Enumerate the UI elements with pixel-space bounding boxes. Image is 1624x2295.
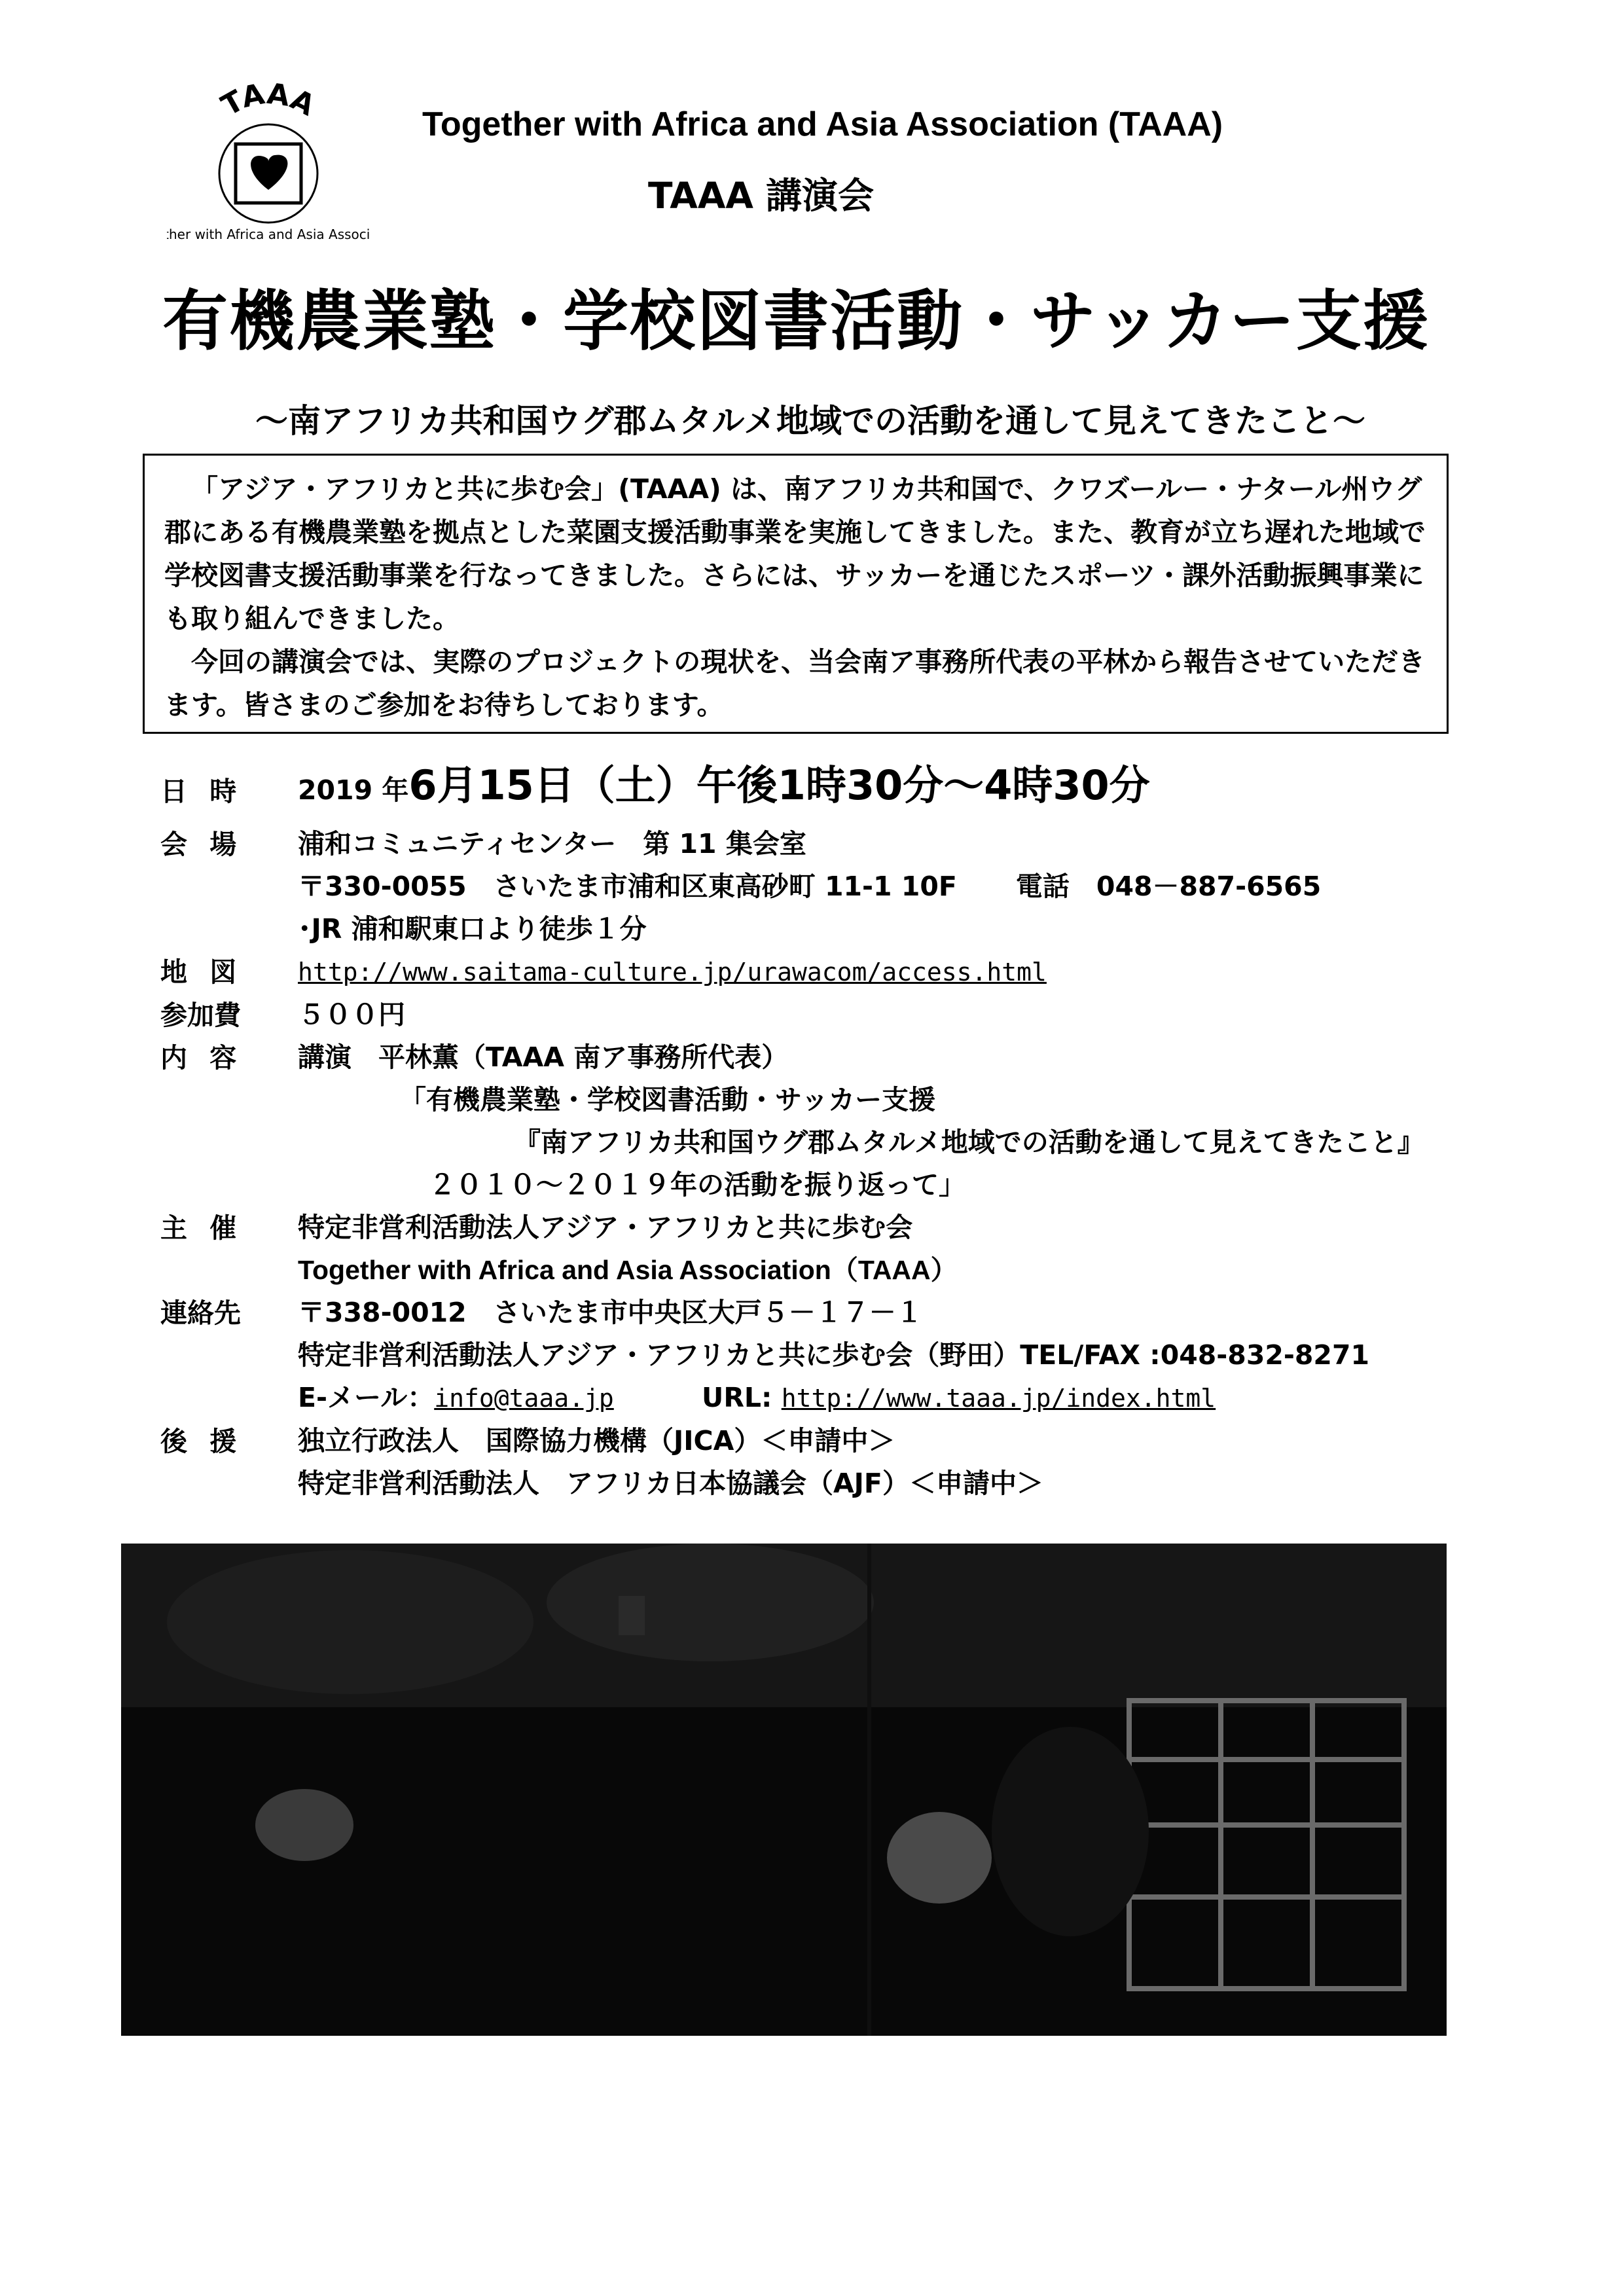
map-row <box>160 950 1470 994</box>
content-speaker: 講演 平林薫（TAAA 南ア事務所代表） <box>298 1041 789 1073</box>
organizer-label: 主 催 <box>160 1212 244 1244</box>
support-line-1: 独立行政法人 国際協力機構（JICA）＜申請中＞ <box>298 1425 895 1456</box>
svg-text:TAAA <box>216 77 320 123</box>
contact-row <box>160 1292 1470 1420</box>
organizer-row <box>160 1206 1470 1292</box>
datetime-year: 2019 年 <box>298 774 409 806</box>
content-line-1: 「有機農業塾・学校図書活動・サッカー支援 <box>399 1084 936 1115</box>
venue-access: ･JR 浦和駅東口より徒歩１分 <box>298 913 647 945</box>
datetime-label: 日 時 <box>160 776 244 807</box>
support-label: 後 援 <box>160 1426 244 1457</box>
content-label: 内 容 <box>160 1042 244 1074</box>
venue-row <box>160 823 1470 950</box>
url-label: URL: <box>702 1382 772 1413</box>
support-row <box>160 1420 1470 1505</box>
contact-label: 連絡先 <box>160 1297 241 1329</box>
org-name-english: Together with Africa and Asia Association (TAAA) <box>422 105 1223 143</box>
logo-ring-title: TAAA <box>215 77 321 123</box>
intro-paragraph-1: 「アジア・アフリカと共に歩む会」(TAAA) は、南アフリカ共和国で、クワズールー・ナタール州ウグ郡にある有機農業塾を拠点とした菜園支援活動事業を実施してきました。また、教育が立ち遅れた地域で学校図書支援活動事業を行なってきました。さらには、サッカーを通じたスポーツ・課外活動振興事業にも取り組んできました。 <box>164 473 1426 634</box>
map-label: 地 図 <box>160 956 244 988</box>
heart-icon <box>251 155 287 190</box>
datetime-row <box>160 759 1470 816</box>
taaa-logo <box>167 75 370 252</box>
content-line-3: ２０１０～２０１９年の活動を振り返って」 <box>429 1169 965 1201</box>
intro-paragraph-2: 今回の講演会では、実際のプロジェクトの現状を、当会南ア事務所代表の平林から報告させていただきます。皆さまのご参加をお待ちしております。 <box>164 646 1426 721</box>
subtitle: ～南アフリカ共和国ウグ郡ムタルメ地域での活動を通して見えてきたこと～ <box>255 402 1365 440</box>
fee-value: ５００円 <box>298 999 405 1030</box>
logo-ring-subtext: her with Africa and Asia Associ <box>169 226 370 242</box>
contact-org-tel: 特定非営利活動法人アジア・アフリカと共に歩む会（野田）TEL/FAX :048-832-8271 <box>298 1339 1370 1371</box>
event-details <box>160 759 1470 1505</box>
map-link[interactable]: http://www.saitama-culture.jp/urawacom/access.html <box>298 958 1047 986</box>
venue-name: 浦和コミュニティセンター 第 11 集会室 <box>298 828 806 859</box>
support-line-2: 特定非営利活動法人 アフリカ日本協議会（AJF）＜申請中＞ <box>298 1468 1043 1499</box>
email-link[interactable]: info@taaa.jp <box>434 1384 614 1413</box>
email-label: E-メール： <box>298 1382 435 1413</box>
main-title: 有機農業塾・学校図書活動・サッカー支援 <box>162 283 1430 359</box>
fee-row <box>160 994 1470 1036</box>
content-row <box>160 1036 1470 1206</box>
intro-box <box>143 454 1449 734</box>
website-link[interactable]: http://www.taaa.jp/index.html <box>781 1384 1216 1413</box>
venue-address: 〒330-0055 さいたま市浦和区東高砂町 11-1 10F <box>298 871 957 902</box>
event-photo <box>121 1544 1447 2036</box>
venue-label: 会 場 <box>160 829 244 860</box>
organizer-name-en: Together with Africa and Asia Association（TAAA） <box>298 1255 958 1285</box>
organizer-name-jp: 特定非営利活動法人アジア・アフリカと共に歩む会 <box>298 1212 913 1243</box>
contact-address: 〒338-0012 さいたま市中央区大戸５－１７－１ <box>298 1297 923 1328</box>
content-line-2: 『南アフリカ共和国ウグ郡ムタルメ地域での活動を通して見えてきたこと』 <box>514 1127 1424 1158</box>
fee-label: 参加費 <box>160 1000 241 1031</box>
lecture-label: TAAA 講演会 <box>648 175 875 217</box>
venue-phone: 電話 048－887-6565 <box>1015 871 1322 902</box>
datetime-value: 6月15日（土）午後1時30分～4時30分 <box>408 761 1150 809</box>
